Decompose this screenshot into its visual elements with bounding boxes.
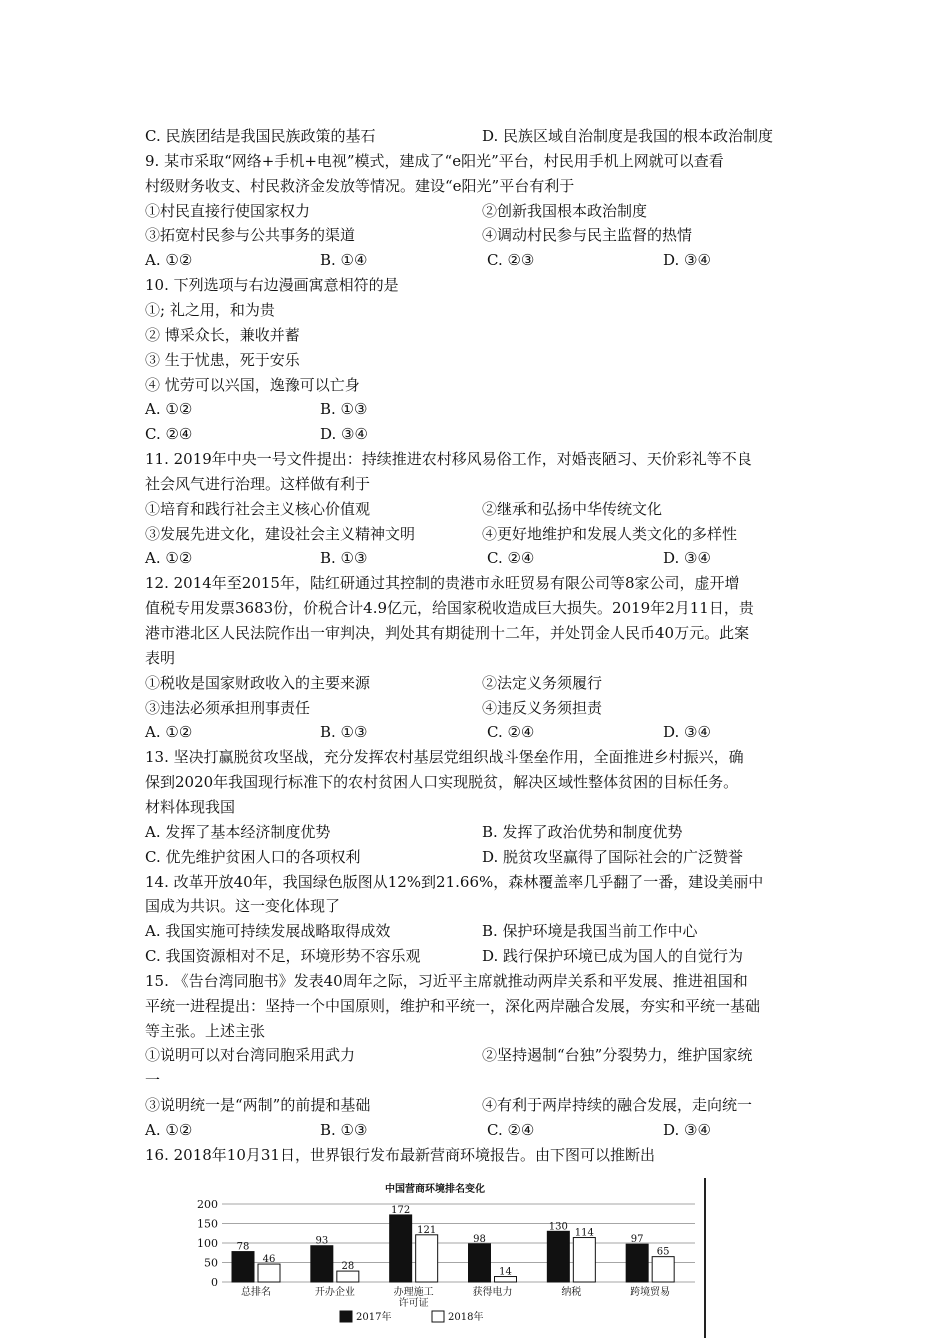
text-line	[145, 795, 825, 820]
options-line	[145, 720, 825, 745]
right-item: ④违反义务须担责	[482, 698, 603, 717]
chart-svg	[190, 1178, 706, 1338]
option-b: D. ③④	[320, 425, 368, 444]
text-line	[145, 969, 825, 994]
text-line	[145, 1143, 825, 1168]
option-a: A. ①②	[145, 1121, 193, 1139]
right-item: ②继承和弘扬中华传统文化	[482, 499, 663, 518]
data-label: 114	[574, 1227, 594, 1239]
bar-2017	[469, 1244, 491, 1282]
option-c: C. ②④	[487, 549, 535, 568]
text-line	[145, 1019, 825, 1044]
line-text: 国成为共识。这一变化体现了	[145, 897, 341, 916]
x-tick-label: 许可证	[398, 1298, 429, 1309]
two-column-line	[145, 223, 825, 248]
option-d: D. ③④	[663, 251, 711, 270]
text-line	[145, 323, 825, 348]
data-label: 172	[391, 1204, 411, 1216]
line-text: 11. 2019年中央一号文件提出：持续推进农村移风易俗工作，对婚丧陋习、天价彩礼等不良	[145, 450, 752, 469]
line-text: 一	[145, 1071, 161, 1090]
option-d: D. ③④	[663, 723, 711, 742]
data-label: 78	[236, 1241, 250, 1253]
options-line	[145, 248, 825, 273]
text-line	[145, 870, 825, 895]
two-column-line	[145, 671, 825, 696]
text-line	[145, 447, 825, 472]
text-line	[145, 596, 825, 621]
two-column-line	[145, 1043, 825, 1068]
line-text: 13. 坚决打赢脱贫攻坚战，充分发挥农村基层党组织战斗堡垒作用，全面推进乡村振兴，确	[145, 748, 744, 767]
text-line	[145, 298, 825, 323]
option-a: A. ①②	[145, 251, 193, 270]
data-label: 46	[262, 1254, 276, 1266]
two-column-line	[145, 820, 825, 845]
two-column-line	[145, 199, 825, 224]
y-tick-label: 50	[204, 1256, 218, 1270]
option-b: B. ①③	[320, 549, 368, 568]
text-line	[145, 174, 825, 199]
two-column-line	[145, 919, 825, 944]
left-item: C. 民族团结是我国民族政策的基石	[145, 127, 376, 145]
x-tick-label: 办理施工	[393, 1287, 434, 1298]
right-item: B. 保护环境是我国当前工作中心	[482, 922, 698, 941]
line-text: 15. 《告台湾同胞书》发表40周年之际，习近平主席就推动两岸关系和平发展、推进祖国和	[145, 971, 748, 990]
bar-2017	[232, 1252, 254, 1282]
two-column-line	[145, 845, 825, 870]
line-text: ①; 礼之用，和为贵	[145, 300, 275, 319]
two-column-line	[145, 497, 825, 522]
option-d: D. ③④	[663, 1121, 711, 1139]
data-label: 121	[417, 1224, 437, 1236]
left-item: ③发展先进文化，建设社会主义精神文明	[145, 524, 416, 543]
line-text: 港市港北区人民法院作出一审判决，判处其有期徒刑十二年，并处罚金人民币40万元。此案	[145, 624, 750, 642]
option-a: C. ②④	[145, 425, 193, 444]
line-text: 村级财务收支、村民救济金发放等情况。建设“e阳光”平台有利于	[145, 176, 575, 195]
x-tick-label: 开办企业	[314, 1287, 355, 1298]
right-item: ②法定义务须履行	[482, 673, 603, 692]
right-item: ②创新我国根本政治制度	[482, 201, 648, 220]
option-a: A. ①②	[145, 723, 193, 742]
options-line	[145, 1118, 825, 1143]
legend-label: 2018年	[448, 1312, 484, 1323]
left-item: ③拓宽村民参与公共事务的渠道	[145, 226, 356, 245]
two-column-line	[145, 522, 825, 547]
legend-swatch	[340, 1311, 352, 1322]
option-c: C. ②④	[487, 723, 535, 742]
two-column-line	[145, 1093, 825, 1118]
right-item: D. 践行保护环境已成为国人的自觉行为	[482, 947, 744, 966]
text-line	[145, 472, 825, 497]
right-item: ④调动村民参与民主监督的热情	[482, 226, 693, 245]
line-text: 16. 2018年10月31日，世界银行发布最新营商环境报告。由下图可以推断出	[145, 1145, 655, 1164]
line-text: 平统一进程提出：坚持一个中国原则，维护和平统一，深化两岸融合发展，夯实和平统一基础	[145, 996, 761, 1015]
text-line	[145, 646, 825, 671]
left-item: ③违法必须承担刑事责任	[145, 698, 311, 717]
line-text: 9. 某市采取“网络+手机+电视”模式，建成了“e阳光”平台，村民用手机上网就可以查看	[145, 151, 724, 170]
bar-2017	[547, 1231, 569, 1282]
left-item: ①村民直接行使国家权力	[145, 201, 311, 220]
options-line	[145, 397, 825, 422]
option-c: C. ②④	[487, 1121, 535, 1139]
left-item: A. 我国实施可持续发展战略取得成效	[145, 922, 391, 941]
text-line	[145, 273, 825, 298]
line-text: 保到2020年我国现行标准下的农村贫困人口实现脱贫，解决区域性整体贫困的目标任务。	[145, 773, 739, 792]
bar-2017	[626, 1244, 648, 1282]
bar-2017	[311, 1246, 333, 1282]
left-item: ③说明统一是“两制”的前提和基础	[145, 1096, 371, 1115]
bar-2018	[258, 1264, 280, 1282]
text-line	[145, 994, 825, 1019]
data-label: 93	[315, 1235, 329, 1247]
y-tick-label: 200	[197, 1198, 218, 1211]
data-label: 65	[656, 1246, 670, 1258]
data-label: 98	[473, 1233, 486, 1245]
text-line	[145, 770, 825, 795]
options-line	[145, 546, 825, 571]
data-label: 14	[499, 1266, 512, 1278]
line-text: 12. 2014年至2015年，陆红研通过其控制的贵港市永旺贸易有限公司等8家公司，虚开增	[145, 574, 740, 593]
data-label: 97	[630, 1234, 644, 1246]
option-a: A. ①②	[145, 549, 193, 568]
line-text: 社会风气进行治理。这样做有利于	[145, 474, 371, 493]
right-item: ④更好地维护和发展人类文化的多样性	[482, 524, 738, 543]
line-text: 值税专用发票3683份，价税合计4.9亿元，给国家税收造成巨大损失。2019年2月11日，贵	[145, 599, 754, 618]
line-text: 等主张。上述主张	[145, 1021, 266, 1040]
line-text: ④ 忧劳可以兴国，逸豫可以亡身	[145, 375, 360, 394]
option-d: D. ③④	[663, 549, 711, 568]
line-text: 10. 下列选项与右边漫画寓意相符的是	[145, 276, 399, 295]
x-tick-label: 获得电力	[472, 1287, 513, 1298]
text-line	[145, 621, 825, 646]
text-line	[145, 894, 825, 919]
left-item: ①说明可以对台湾同胞采用武力	[145, 1046, 356, 1065]
text-line	[145, 348, 825, 373]
bar-2017	[390, 1215, 412, 1282]
line-text: 表明	[145, 648, 176, 667]
business-environment-chart	[190, 1178, 706, 1338]
x-tick-label: 总排名	[241, 1287, 271, 1298]
text-line	[145, 1068, 825, 1093]
right-item: B. 发挥了政治优势和制度优势	[482, 822, 683, 841]
option-b: B. ①③	[320, 400, 368, 419]
right-item: D. 民族区域自治制度是我国的根本政治制度	[482, 127, 774, 145]
left-item: C. 优先维护贫困人口的各项权利	[145, 847, 361, 866]
bar-2018	[416, 1235, 438, 1282]
option-c: C. ②③	[487, 251, 535, 270]
line-text: ③ 生于忧患，死于安乐	[145, 350, 300, 369]
right-item: ④有利于两岸持续的融合发展，走向统一	[482, 1096, 753, 1115]
bar-2018	[652, 1257, 674, 1282]
x-tick-label: 跨境贸易	[630, 1287, 671, 1298]
legend-swatch	[432, 1311, 444, 1322]
options-line	[145, 422, 825, 447]
two-column-line	[145, 696, 825, 721]
text-line	[145, 149, 825, 174]
left-item: ①培育和践行社会主义核心价值观	[145, 499, 371, 518]
text-line	[145, 745, 825, 770]
two-column-line	[145, 944, 825, 969]
legend-label: 2017年	[356, 1312, 392, 1323]
chart-title: 中国营商环境排名变化	[385, 1184, 485, 1195]
option-b: B. ①④	[320, 251, 368, 270]
y-tick-label: 100	[197, 1237, 218, 1250]
two-column-line	[145, 124, 825, 149]
left-item: A. 发挥了基本经济制度优势	[145, 822, 331, 841]
line-text: 材料体现我国	[145, 797, 236, 816]
right-item: D. 脱贫攻坚赢得了国际社会的广泛赞誉	[482, 847, 744, 866]
left-item: C. 我国资源相对不足，环境形势不容乐观	[145, 947, 421, 966]
bar-2018	[337, 1271, 359, 1282]
data-label: 130	[548, 1221, 568, 1233]
text-line	[145, 373, 825, 398]
y-tick-label: 150	[197, 1217, 218, 1231]
option-a: A. ①②	[145, 400, 193, 419]
line-text: ② 博采众长，兼收并蓄	[145, 325, 300, 344]
x-tick-label: 纳税	[561, 1287, 582, 1298]
line-text: 14. 改革开放40年，我国绿色版图从12%到21.66%，森林覆盖率几乎翻了一番，建设美丽中	[145, 872, 764, 891]
bar-2018	[573, 1238, 595, 1282]
option-b: B. ①③	[320, 723, 368, 742]
y-tick-label: 0	[211, 1276, 218, 1289]
option-b: B. ①③	[320, 1121, 368, 1139]
left-item: ①税收是国家财政收入的主要来源	[145, 673, 371, 692]
data-label: 28	[341, 1261, 355, 1273]
text-line	[145, 571, 825, 596]
right-item: ②坚持遏制“台独”分裂势力，维护国家统	[482, 1046, 753, 1065]
